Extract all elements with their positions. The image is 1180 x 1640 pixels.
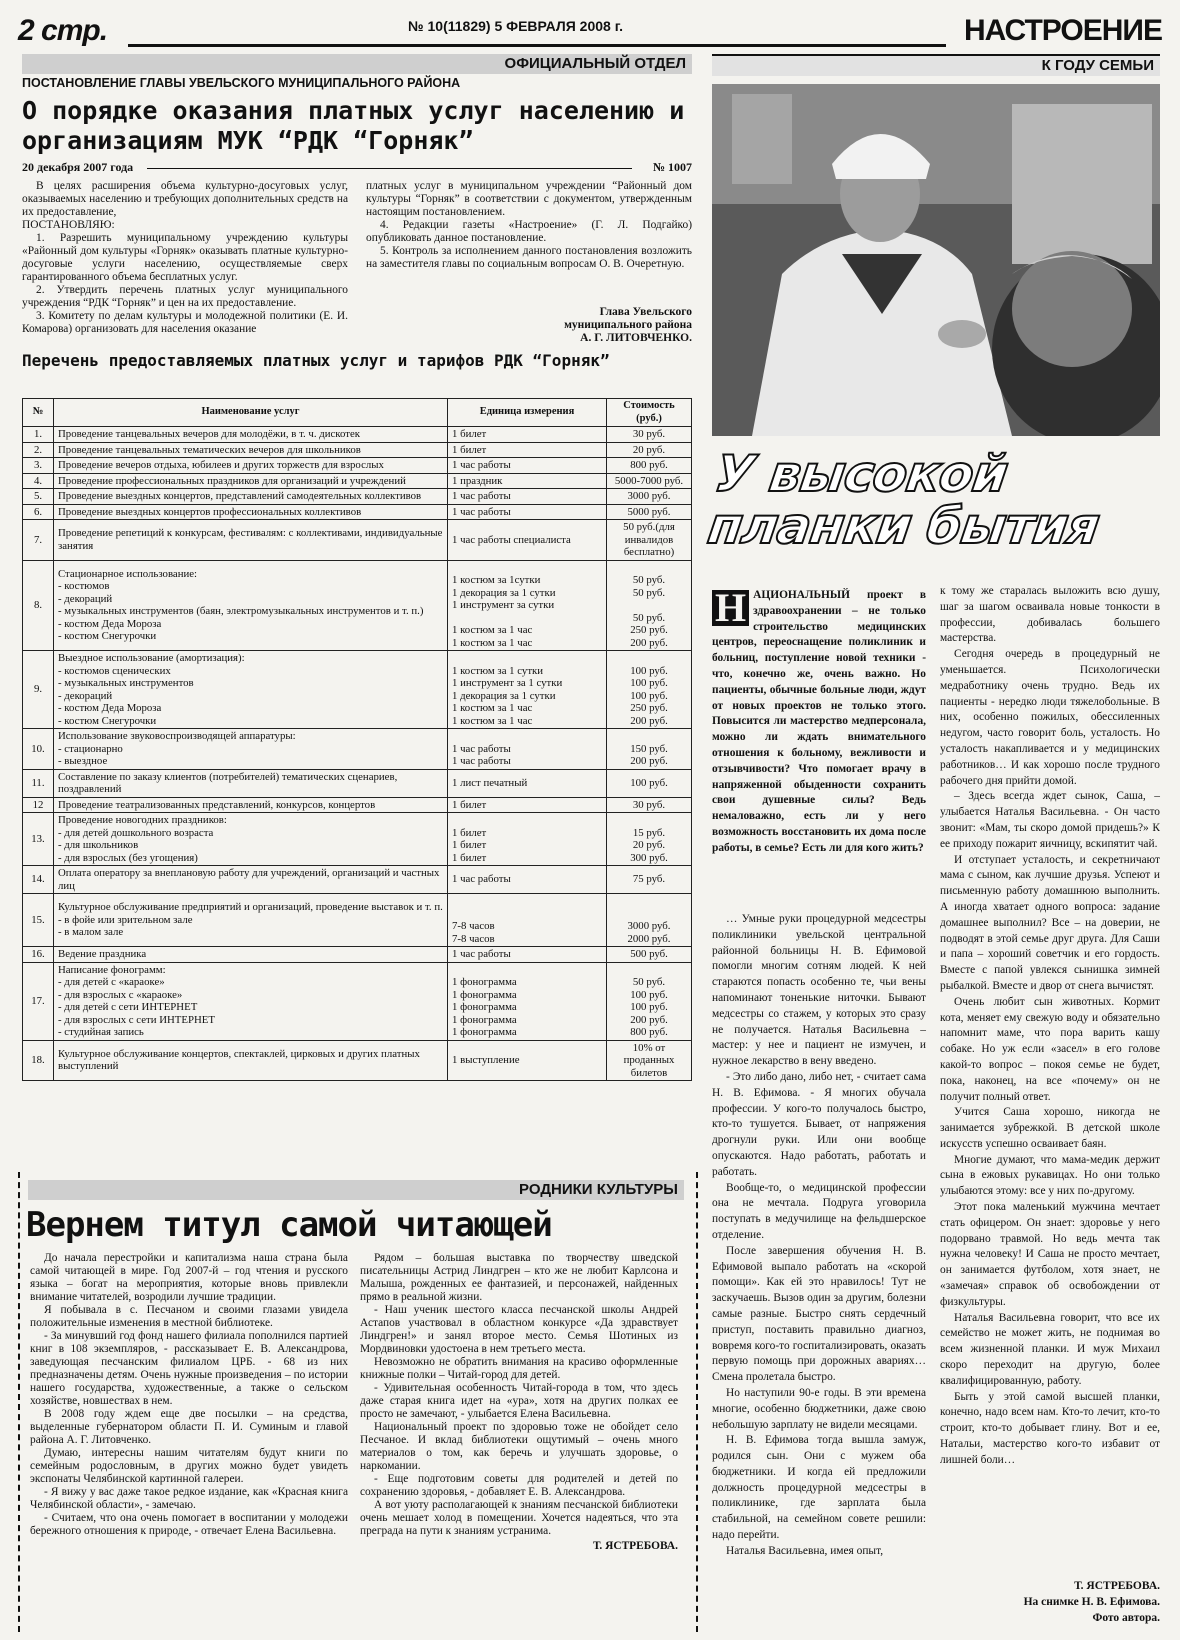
table-cell: 50 руб. 100 руб. 100 руб. 200 руб. 800 руб.	[607, 962, 692, 1040]
feature-column-2	[712, 912, 926, 1560]
paragraph: платных услуг в муниципальном учреждении “Районный дом культуры “Горняк” в соответствии с документом, утвержденным настоящим постановлением.	[366, 180, 692, 218]
table-cell: Стационарное использование: - костюмов - декораций - музыкальных инструментов (баян, электромузыкальных инструментов и т. п.) - костюм Деда Мороза - костюм Снегурочки	[54, 560, 448, 651]
table-cell: 7.	[23, 520, 54, 561]
table-cell: 16.	[23, 947, 54, 963]
column-header: Единица измерения	[448, 399, 607, 427]
decree-dateline	[22, 160, 692, 176]
paragraph: 4. Редакции газеты «Настроение» (Г. Л. Подгайко) опубликовать данное постановление.	[366, 219, 692, 244]
table-row	[23, 894, 692, 947]
column-header: №	[23, 399, 54, 427]
table-cell: 4.	[23, 473, 54, 489]
paragraph: … Умные руки процедурной медсестры поликлиники увельской центральной районной больницы Н. В. Ефимовой помогли многим сотням людей. К ней стараются попасть особенно те, чьи вены напоминают тоненькие ниточки. Бывают медсестры со стажем, у которых это сразу не получается. Наталья Васильевна – мастер: у нее и пациент не измучен, и нужное лекарство в вену введено.	[712, 913, 926, 1068]
paragraph: к тому же старалась выложить всю душу, шаг за шагом осваивала новые тонкости в профессии, добивалась большего мастерства.	[940, 585, 1160, 645]
paragraph: Этот пока маленький мужчина мечтает стать офицером. Он знает: здоровье у него подорвано травмой. Но ведь мечта так нужна человеку! И Саша не просто мечтает, он занимается футболом, хотя знает, не «замечая» справок об освобождении от физкультуры.	[940, 1201, 1160, 1308]
table-cell: 1 праздник	[448, 473, 607, 489]
table-row	[23, 560, 692, 651]
table-cell: Оплата оператору за внеплановую работу для учреждений, организаций и частных лиц	[54, 866, 448, 894]
tariff-table	[22, 398, 692, 1081]
table-cell: 1 фонограмма 1 фонограмма 1 фонограмма 1 фонограмма 1 фонограмма	[448, 962, 607, 1040]
paragraph: И отступает усталость, и секретничают мама с сыном, как лучшие друзья. Успеют и письменную работу домашнюю выполнить. А иногда хватает одного вопроса: задание домашнее выполнил? Все – на доверии, не подводят в этой семье друг друга. Для Саши и папа – хороший советчик и его гордость. Вместе с папой увлекся сынишка зимней рыбалкой. Вместе и двор от снега вычистят.	[940, 853, 1160, 992]
table-cell: 5000-7000 руб.	[607, 473, 692, 489]
table-cell: 3000 руб.	[607, 489, 692, 505]
table-cell: 1 выступление	[448, 1040, 607, 1081]
paragraph: - Удивительная особенность Читай-города в том, что здесь даже старая книга идет на «ура», хотя на других полках ее просто не замечают, - улыбается Елена Васильевна.	[360, 1382, 678, 1420]
article-title: Вернем титул самой читающей	[26, 1205, 552, 1245]
paragraph: - Наш ученик шестого класса песчанской школы Андрей Астапов участвовал в областном конкурсе «Да здравствует Линдгрен!» и занял второе место. Семья Шотиных из Мордвиновки удостоена в нем третьего места.	[360, 1304, 678, 1355]
photo-caption: На снимке Н. В. Ефимова.	[1023, 1596, 1160, 1608]
table-cell: 13.	[23, 813, 54, 866]
table-cell: 800 руб.	[607, 458, 692, 474]
table-row	[23, 813, 692, 866]
table-cell: 1.	[23, 427, 54, 443]
table-cell: 2.	[23, 442, 54, 458]
table-cell: 18.	[23, 1040, 54, 1081]
paragraph: Учится Саша хорошо, никогда не занимается зубрежкой. В детской школе искусств успешно осваивает баян.	[940, 1106, 1160, 1150]
paragraph: ПОСТАНОВЛЯЮ:	[22, 219, 115, 231]
feature-lead	[712, 585, 926, 857]
table-cell: 11.	[23, 769, 54, 797]
paragraph: До начала перестройки и капитализма наша страна была самой читающей в мире. Год 2007-й – год чтения и русского языка – богат на мероприятия, которые вновь привлекли внимание читателей, возродили лучшие традиции.	[30, 1252, 348, 1303]
section-bar-family	[712, 54, 1160, 76]
table-header-row	[23, 399, 692, 427]
table-row	[23, 651, 692, 729]
table-row	[23, 458, 692, 474]
table-row	[23, 866, 692, 894]
paragraph: Сегодня очередь в процедурный не уменьшается. Психологически медработнику очень трудно. Ведь их пациенты - нередко люди тяжелобольные. В них, особенно пожилых, обессиленных недугом, часто говорит боль, усталость. Но усталость накапливается и у медицинских работников… И как хорошо после трудного рабочего дня прийти домой.	[940, 648, 1160, 787]
table-cell: 100 руб.	[607, 769, 692, 797]
table-cell: Проведение танцевальных тематических вечеров для школьников	[54, 442, 448, 458]
decree-label: ПОСТАНОВЛЕНИЕ ГЛАВЫ УВЕЛЬСКОГО МУНИЦИПАЛЬНОГО РАЙОНА	[22, 76, 461, 90]
table-cell: 1 час работы 1 час работы	[448, 729, 607, 770]
feature-credits	[940, 1578, 1160, 1626]
paragraph: - За минувший год фонд нашего филиала пополнился партией книг в 108 экземпляров, - рассказывает Е. В. Александрова, заведующая песчанским филиалом ЦРБ. - 68 из них предназначены детям. Очень нужные произведения – по истории нашего государства, художественные, а также о сельском хозяйстве, новшествах в нем.	[30, 1330, 348, 1407]
section-label: ОФИЦИАЛЬНЫЙ ОТДЕЛ	[504, 55, 686, 72]
paragraph: – Здесь всегда ждет сынок, Саша, – улыбается Наталья Васильевна. - Он часто звонит: «Мам, ты скоро домой придешь?» К ее приходу пожарит яичницу, вскипятит чай.	[940, 790, 1160, 850]
nurse-photo	[712, 84, 1160, 436]
table-cell: 500 руб.	[607, 947, 692, 963]
table-cell: 17.	[23, 962, 54, 1040]
table-cell: 1 билет 1 билет 1 билет	[448, 813, 607, 866]
table-cell: 1 час работы	[448, 504, 607, 520]
page-number: 2 стр.	[18, 14, 108, 47]
decree-column-1	[22, 180, 348, 336]
paragraph: - Еще подготовим советы для родителей и детей по сохранению здоровья, - добавляет Е. В. Александрова.	[360, 1473, 678, 1498]
column-header: Наименование услуг	[54, 399, 448, 427]
table-cell: Культурное обслуживание концертов, спектаклей, цирковых и других платных выступлений	[54, 1040, 448, 1081]
table-cell: 1 час работы	[448, 458, 607, 474]
paragraph: Невозможно не обратить внимания на красиво оформленные книжные полки – Читай-город для детей.	[360, 1356, 678, 1381]
paragraph: Национальный проект по здоровью тоже не обойдет село Песчаное. И вклад библиотеки ощутимый – очень много материалов о том, как беречь и улучшать здоровье, о наркомании.	[360, 1421, 678, 1472]
table-cell: 14.	[23, 866, 54, 894]
table-cell: 7-8 часов 7-8 часов	[448, 894, 607, 947]
paragraph: А вот уюту располагающей к знаниям песчанской библиотеки очень мешает холод в помещении. Хочется надеяться, что эта преграда на пути к знаниям устранима.	[360, 1499, 678, 1537]
paragraph: Но наступили 90-е годы. В эти времена многие, особенно бюджетники, даже свою небольшую зарплату не видели месяцами.	[712, 1386, 926, 1431]
signature-line: А. Г. ЛИТОВЧЕНКО.	[580, 332, 692, 344]
article-column-1	[30, 1252, 348, 1538]
feature-column-3	[940, 584, 1160, 1469]
decree-signature	[366, 306, 692, 345]
table-cell: 20 руб.	[607, 442, 692, 458]
table-row	[23, 427, 692, 443]
table-cell: 1 час работы специалиста	[448, 520, 607, 561]
lead-text: АЦИОНАЛЬНЫЙ проект в здравоохранении – не только строительство медицинских центров, переоснащение поликлиник и больниц, поступление новой техники - что, конечно же, очень важно. Но пациенты, обычные больные люди, ждут от новых проектов не только этого. Повысится ли мастерство медперсонала, можно ли ждать внимательного отношения к больному, вежливости и отзывчивости? Что помогает врачу в напряженной обыденности сохранить свои душевные силы? Ведь немаловажно, есть ли у него возможность восстановить их дома после работы, в семье? Есть ли для кого жить?	[712, 589, 926, 854]
article-column-2	[360, 1252, 678, 1553]
paragraph: 2. Утвердить перечень платных услуг муниципального учреждения “РДК “Горняк” и цен на их предоставление.	[22, 284, 348, 309]
table-cell: 1 билет	[448, 797, 607, 813]
table-cell: Проведение выездных концертов, представлений самодеятельных коллективов	[54, 489, 448, 505]
issue-info: № 10(11829) 5 ФЕВРАЛЯ 2008 г.	[408, 18, 624, 34]
table-cell: Проведение танцевальных вечеров для молодёжи, в т. ч. дискотек	[54, 427, 448, 443]
table-cell: 5000 руб.	[607, 504, 692, 520]
feature-author: Т. ЯСТРЕБОВА.	[1074, 1580, 1160, 1592]
paragraph: 3. Комитету по делам культуры и молодежной политики (Е. И. Комарова) организовать для населения оказание	[22, 310, 348, 335]
paragraph: В целях расширения объема культурно-досуговых услуг, оказываемых населению и требующих дополнительных средств на их предоставление,	[22, 180, 348, 218]
paragraph: Рядом – большая выставка по творчеству шведской писательницы Астрид Линдгрен – кто же не любит Карлсона и Малыша, рожденных ее фантазией, и персонажей, найденных прямо в реальной жизни.	[360, 1252, 678, 1303]
table-row	[23, 520, 692, 561]
table-cell: 9.	[23, 651, 54, 729]
table-row	[23, 729, 692, 770]
table-cell: Проведение репетиций к конкурсам, фестивалям: с коллективами, индивидуальные занятия	[54, 520, 448, 561]
tariff-title: Перечень предоставляемых платных услуг и тарифов РДК “Горняк”	[22, 351, 610, 370]
table-cell: Проведение выездных концертов профессиональных коллективов	[54, 504, 448, 520]
dateline-rule	[147, 168, 632, 169]
paragraph: После завершения обучения Н. В. Ефимовой выпало работать на «скорой помощи». Как ей это нравилось! Тут не заскучаешь. Вызов один за другим, болезни самые разные. Быстро снять сердечный приступ, поставить правильно диагноз, вовремя кого-то госпитализировать, оказать первую помощь при дорожных авариях… Смена пролетала быстро.	[712, 1244, 926, 1384]
table-cell: 10% от проданных билетов	[607, 1040, 692, 1081]
table-cell: 1 билет	[448, 442, 607, 458]
newspaper-name: НАСТРОЕНИЕ	[963, 14, 1162, 47]
table-cell: 6.	[23, 504, 54, 520]
table-cell: Культурное обслуживание предприятий и организаций, проведение выставок и т. п. - в фойе или зрительном зале - в малом зале	[54, 894, 448, 947]
signature-line: муниципального района	[564, 319, 692, 331]
table-row	[23, 489, 692, 505]
paragraph: - Я вижу у вас даже такое редкое издание, как «Красная книга Челябинской области», - замечаю.	[30, 1486, 348, 1511]
paragraph: 1. Разрешить муниципальному учреждению культуры «Районный дом культуры «Горняк» оказывать платные культурно-досуговые услуги населению, осуществляемые сверх гарантированного объема бесплатных услуг.	[22, 232, 348, 283]
table-cell: Проведение новогодних праздников: - для детей дошкольного возраста - для школьников - для взрослых (без угощения)	[54, 813, 448, 866]
table-cell: 1 час работы	[448, 866, 607, 894]
paragraph: - Это либо дано, либо нет, - считает сама Н. В. Ефимова. - Я многих обучала профессии. У кого-то получалось быстро, кто-то тушуется. Бывает, от напряжения дрогнули руки. Или они вообще опускаются. Надо работать, работать и работать.	[712, 1070, 926, 1178]
table-cell: 50 руб.(для инвалидов бесплатно)	[607, 520, 692, 561]
table-cell: Проведение профессиональных праздников для организаций и учреждений	[54, 473, 448, 489]
paragraph: Быть у этой самой высшей планки, конечно, надо всем нам. Кто-то лечит, кто-то строит, кто-то добывает глину. Вот и ее, Натальи, мастерство кого-то избавит от лишней боли…	[940, 1390, 1160, 1466]
table-row	[23, 797, 692, 813]
drop-cap: Н	[712, 590, 749, 626]
table-row	[23, 769, 692, 797]
paragraph: Н. В. Ефимова тогда вышла замуж, родился сын. Они с мужем оба бюджетники. И когда ей предложили должность процедурной медсестры в поликлинике, где зарплата была стабильной, на семейном совете решили: надо перейти.	[712, 1434, 926, 1542]
table-cell: Проведение вечеров отдыха, юбилеев и других торжеств для взрослых	[54, 458, 448, 474]
photo-credit: Фото автора.	[1092, 1612, 1160, 1624]
article-author: Т. ЯСТРЕБОВА.	[592, 1540, 678, 1552]
paragraph: - Считаем, что она очень помогает в воспитании у молодежи бережного отношения к природе, - отвечает Елена Васильевна.	[30, 1512, 348, 1537]
paragraph: Очень любит сын животных. Кормит кота, меняет ему свежую воду и обязательно напомнит маме, что пора варить кашу собаке. Но уж если «засел» в его голове какой-то вопрос – покоя семье не будет, пока, наконец, на все «почему» он не получит полный ответ.	[940, 995, 1160, 1103]
paragraph: Наталья Васильевна, имея опыт,	[726, 1544, 884, 1557]
table-cell: Написание фонограмм: - для детей с «караоке» - для взрослых с «караоке» - для детей с сети ИНТЕРНЕТ - для взрослых с сети ИНТЕРНЕТ - студийная запись	[54, 962, 448, 1040]
paragraph: Наталья Васильевна говорит, что все их семейство не может жить, не поднимая во всем жизненной планки. И муж Михаил скоро переходит на другую, более квалифицированную, работу.	[940, 1311, 1160, 1387]
table-cell: 3000 руб. 2000 руб.	[607, 894, 692, 947]
table-cell: Использование звуковоспроизводящей аппаратуры: - стационарно - выездное	[54, 729, 448, 770]
table-cell: 1 час работы	[448, 489, 607, 505]
table-cell: 12	[23, 797, 54, 813]
paragraph: Я побывала в с. Песчаном и своими глазами увидела положительные изменения в местной библиотеке.	[30, 1304, 348, 1329]
section-label: К ГОДУ СЕМЬИ	[1041, 57, 1154, 74]
table-cell: 1 костюм за 1сутки 1 декорация за 1 сутки 1 инструмент за сутки 1 костюм за 1 час 1 костюм за 1 час	[448, 560, 607, 651]
table-cell: 30 руб.	[607, 427, 692, 443]
page-header	[18, 14, 1162, 46]
paragraph: 5. Контроль за исполнением данного постановления возложить на заместителя главы по социальным вопросам О. В. Очеретную.	[366, 245, 692, 270]
column-header: Стоимость (руб.)	[607, 399, 692, 427]
table-cell: 8.	[23, 560, 54, 651]
section-bar-culture	[28, 1180, 684, 1200]
header-rule	[128, 44, 946, 47]
table-cell: 100 руб. 100 руб. 100 руб. 250 руб. 200 руб.	[607, 651, 692, 729]
table-cell: Выездное использование (амортизация): - костюмов сценических - музыкальных инструментов - декораций - костюм Деда Мороза - костюм Снегурочки	[54, 651, 448, 729]
paragraph: В 2008 году ждем еще две посылки – на средства, выделенные губернатором области П. И. Суминым и главой района А. Г. Литовченко.	[30, 1408, 348, 1446]
section-label: РОДНИКИ КУЛЬТУРЫ	[519, 1181, 678, 1198]
table-cell: 50 руб. 50 руб. 50 руб. 250 руб. 200 руб.	[607, 560, 692, 651]
table-cell: Составление по заказу клиентов (потребителей) тематических сценариев, поздравлений	[54, 769, 448, 797]
table-cell: 15 руб. 20 руб. 300 руб.	[607, 813, 692, 866]
table-row	[23, 962, 692, 1040]
table-cell: Проведение театрализованных представлений, конкурсов, концертов	[54, 797, 448, 813]
table-cell: 150 руб. 200 руб.	[607, 729, 692, 770]
table-cell: 1 лист печатный	[448, 769, 607, 797]
table-row	[23, 442, 692, 458]
decree-title: О порядке оказания платных услуг населению и организациям МУК “РДК “Горняк”	[22, 96, 685, 155]
paragraph: Многие думают, что мама-медик держит сына в ежовых рукавицах. Но они только улыбаются этому: все у них по-другому.	[940, 1153, 1160, 1198]
signature-line: Глава Увельского	[599, 306, 692, 318]
decree-column-2	[366, 180, 692, 271]
table-row	[23, 947, 692, 963]
decree-number: № 1007	[652, 160, 692, 174]
table-cell: 15.	[23, 894, 54, 947]
table-row	[23, 504, 692, 520]
table-cell: 1 костюм за 1 сутки 1 инструмент за 1 сутки 1 декорация за 1 сутки 1 костюм за 1 час 1 костюм за 1 час	[448, 651, 607, 729]
section-bar-official	[22, 54, 692, 74]
paragraph: Вообще-то, о медицинской профессии она не мечтала. Подруга уговорила поступать в медучилище на фельдшерское отделение.	[712, 1181, 926, 1241]
feature-title: У высокой планки бытия	[704, 445, 1103, 555]
table-cell: 30 руб.	[607, 797, 692, 813]
table-cell: 1 час работы	[448, 947, 607, 963]
table-cell: 1 билет	[448, 427, 607, 443]
decree-date: 20 декабря 2007 года	[22, 160, 134, 174]
paragraph: Думаю, интересны нашим читателям будут книги по семейным родословным, в других можно будет увидеть экспонаты Челябинской картинной галереи.	[30, 1447, 348, 1485]
table-cell: 3.	[23, 458, 54, 474]
tariff-body	[23, 427, 692, 1081]
table-cell: 75 руб.	[607, 866, 692, 894]
table-cell: 5.	[23, 489, 54, 505]
table-row	[23, 473, 692, 489]
table-cell: Ведение праздника	[54, 947, 448, 963]
table-cell: 10.	[23, 729, 54, 770]
table-row	[23, 1040, 692, 1081]
photo-illustration	[712, 84, 1160, 436]
